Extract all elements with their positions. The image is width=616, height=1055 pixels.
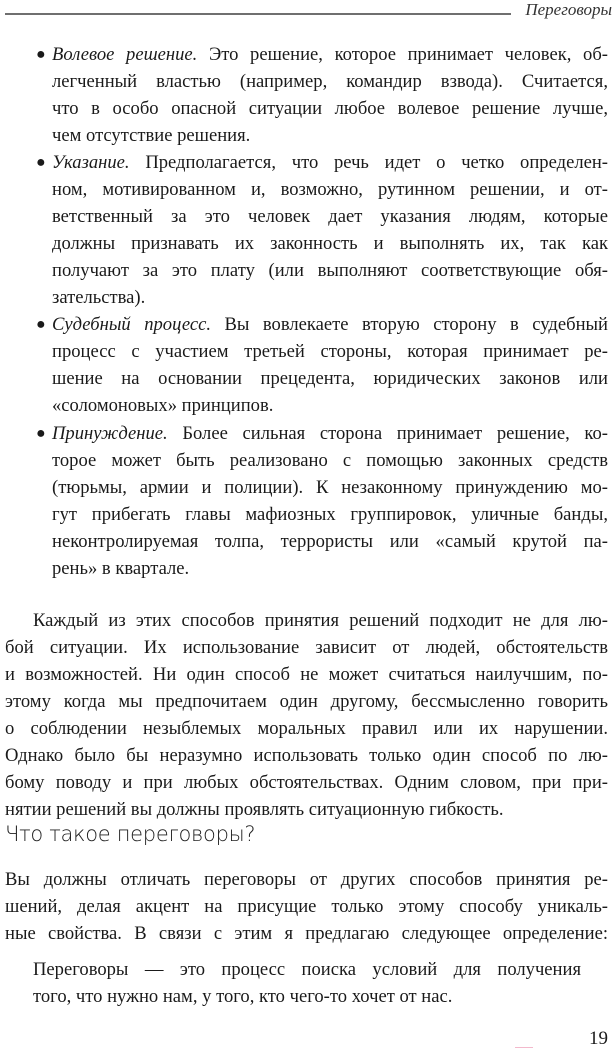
bullet-item xyxy=(36,149,608,311)
bullet-item xyxy=(36,41,608,149)
bullet-icon: ● xyxy=(36,154,46,171)
text-line: этому когда мы предпочитаем один другому, бессмысленно говорить xyxy=(5,691,608,712)
text-line: торое может быть реализовано с помощью законных средств xyxy=(52,450,608,471)
text-line: ветственный за это человек дает указания людям, которые xyxy=(52,206,608,227)
text-line: Вы должны отличать переговоры от других способов принятия ре- xyxy=(5,869,608,890)
text-line: Переговоры — это процесс поиска условий для получения xyxy=(33,959,581,980)
text-line: бой ситуации. Их использование зависит от людей, обстоятельств xyxy=(5,637,608,658)
bullet-term: Указание. xyxy=(52,152,130,173)
bullet-icon: ● xyxy=(36,46,46,63)
bullet-item xyxy=(36,420,608,582)
page-number: 19 xyxy=(589,1028,608,1049)
body-paragraph xyxy=(5,866,608,947)
text-line: Однако было бы неразумно использовать только один способ по лю- xyxy=(5,745,608,766)
text-line: рень» в квартале. xyxy=(52,558,190,579)
text-line: Это решение, которое принимает человек, об- xyxy=(208,44,608,65)
text-line: должны признавать их законность и выполнять их, так как xyxy=(52,233,608,254)
text-line: «соломоновых» принципов. xyxy=(52,395,274,416)
bullet-term: Волевое решение. xyxy=(52,44,198,65)
section-heading: Что такое переговоры? xyxy=(5,822,256,846)
scan-mark xyxy=(515,1047,533,1048)
bullet-term: Принуждение. xyxy=(52,423,168,444)
text-line: Более сильная сторона принимает решение, ко- xyxy=(182,423,608,444)
text-line: Каждый из этих способов принятия решений подходит не для лю- xyxy=(33,610,608,631)
text-line: того, что нужно нам, у того, кто чего-то хочет от нас. xyxy=(33,986,453,1007)
bullet-term: Судебный процесс. xyxy=(52,314,212,335)
text-line: Вы вовлекаете вторую сторону в судебный xyxy=(224,314,608,335)
text-line: неконтролируемая толпа, террористы или «самый крутой па- xyxy=(52,531,608,552)
text-line: шений, делая акцент на присущие только этому способу уникаль- xyxy=(5,896,608,917)
text-line: чем отсутствие решения. xyxy=(52,125,251,146)
text-line: ном, мотивированном и, возможно, рутинном решении, и от- xyxy=(52,179,608,200)
bullet-item xyxy=(36,311,608,419)
text-line: нятии решений вы должны проявлять ситуационную гибкость. xyxy=(5,799,504,820)
text-line: (тюрьмы, армии и полиции). К незаконному принуждению мо- xyxy=(52,477,608,498)
text-line: о соблюдении незыблемых моральных правил или их нарушении. xyxy=(5,718,608,739)
text-line: получают за это плату (или выполняют соответствующие обя- xyxy=(52,260,608,281)
definition-quote xyxy=(33,956,581,1010)
bullet-icon: ● xyxy=(36,425,46,442)
text-line: гут прибегать главы мафиозных группировок, уличные банды, xyxy=(52,504,608,525)
text-line: и возможностей. Ни один способ не может считаться наилучшим, по- xyxy=(5,664,608,685)
text-line: шение на основании прецедента, юридических законов или xyxy=(52,368,608,389)
bullet-icon: ● xyxy=(36,316,46,333)
body-paragraph xyxy=(5,607,608,823)
text-line: Предполагается, что речь идет о четко определен- xyxy=(145,152,608,173)
text-line: зательства). xyxy=(52,287,146,308)
running-title: Переговоры xyxy=(525,0,612,19)
text-line: бому поводу и при любых обстоятельствах. Одним словом, при при- xyxy=(5,772,608,793)
text-line: легченный властью (например, командир взвода). Считается, xyxy=(52,71,608,92)
text-line: ные свойства. В связи с этим я предлагаю следующее определение: xyxy=(5,923,608,944)
header-rule xyxy=(5,13,511,15)
text-line: что в особо опасной ситуации любое волевое решение лучше, xyxy=(52,98,608,119)
text-line: процесс с участием третьей стороны, которая принимает ре- xyxy=(52,341,608,362)
